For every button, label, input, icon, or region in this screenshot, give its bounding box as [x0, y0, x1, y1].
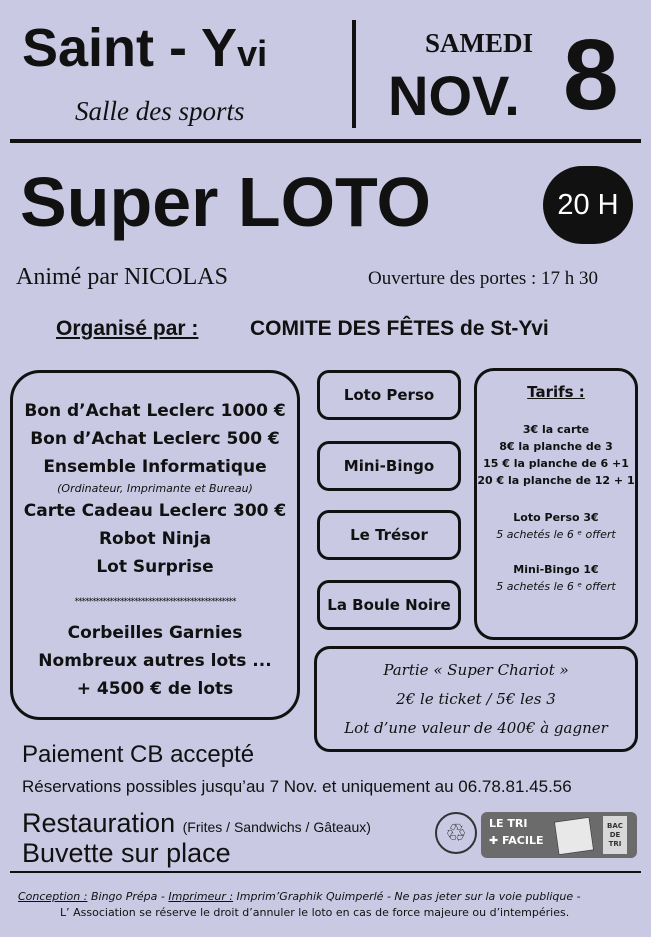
header-rule — [10, 139, 641, 143]
tarif-loto-perso: Loto Perso 3€ — [513, 511, 599, 524]
chariot-price: 2€ le ticket / 5€ les 3 — [396, 690, 556, 708]
food-detail: (Frites / Sandwichs / Gâteaux) — [182, 819, 371, 835]
prize-item: Nombreux autres lots ... — [38, 651, 272, 671]
tarif-line: 3€ la carte — [522, 423, 590, 436]
bar-info: Buvette sur place — [22, 838, 231, 868]
town-suffix: vi — [237, 33, 268, 74]
game-loto-perso: Loto Perso — [317, 370, 461, 420]
super-chariot-box — [314, 646, 638, 752]
game-le-tresor: Le Trésor — [317, 510, 461, 560]
tri-facile-logo — [481, 812, 637, 858]
prize-item: Robot Ninja — [98, 529, 212, 549]
organizer-name: COMITE DES FÊTES de St-Yvi — [250, 317, 549, 340]
prize-item: Corbeilles Garnies — [67, 623, 243, 643]
printer-label: Imprimeur : — [168, 890, 234, 903]
tarif-loto-perso-offer: 5 achetés le 6 ᵉ offert — [496, 528, 616, 541]
prize-item: Lot Surprise — [96, 557, 214, 577]
organizer-label: Organisé par : — [56, 317, 199, 340]
doors-opening: Ouverture des portes : 17 h 30 — [368, 268, 599, 289]
prize-item: Ensemble Informatique — [43, 457, 267, 477]
tarif-line: 8€ la planche de 3 — [499, 440, 613, 453]
credits-line: Conception : Bingo Prépa - Imprimeur : Imprim’Graphik Quimperlé - Ne pas jeter sur la voie publique - — [18, 890, 581, 903]
food-info: Restauration (Frites / Sandwichs / Gâteaux) — [22, 808, 371, 838]
game-boule-noire: La Boule Noire — [317, 580, 461, 630]
chariot-prize: Lot d’une valeur de 400€ à gagner — [344, 719, 608, 737]
prizes-box — [10, 370, 300, 720]
town-name: Saint - Yvi — [22, 18, 268, 78]
recycle-person-icon: ♲ — [435, 812, 477, 854]
tri-label: LE TRI — [489, 817, 528, 830]
game-mini-bingo: Mini-Bingo — [317, 441, 461, 491]
tarifs-title: Tarifs : — [527, 383, 585, 401]
tarif-line: 15 € la planche de 6 +1 — [483, 457, 629, 470]
prize-separator: ********************************************** — [74, 597, 236, 607]
tarif-mini-bingo-offer: 5 achetés le 6 ᵉ offert — [496, 580, 616, 593]
venue: Salle des sports — [75, 96, 245, 126]
prize-item: Bon d’Achat Leclerc 500 € — [30, 429, 280, 449]
tarifs-box — [474, 368, 638, 640]
prize-item: + 4500 € de lots — [76, 679, 234, 699]
prize-item: Carte Cadeau Leclerc 300 € — [23, 501, 287, 521]
tri-facile-label: ✚ FACILE — [489, 834, 544, 847]
tarif-line: 20 € la planche de 12 + 1 — [477, 474, 635, 487]
chariot-title: Partie « Super Chariot » — [383, 661, 569, 679]
prize-item: Bon d’Achat Leclerc 1000 € — [24, 401, 286, 421]
day-number: 8 — [563, 19, 619, 131]
header-divider — [352, 20, 356, 128]
event-title: Super LOTO — [20, 163, 431, 241]
tarif-mini-bingo: Mini-Bingo 1€ — [513, 563, 599, 576]
prize-note: (Ordinateur, Imprimante et Bureau) — [57, 482, 253, 495]
day-name: SAMEDI — [425, 28, 534, 58]
payment-info: Paiement CB accepté — [22, 741, 255, 768]
conception-label: Conception : — [18, 890, 88, 903]
time-badge: 20 H — [543, 166, 633, 244]
footer-rule — [10, 871, 641, 873]
disclaimer: L’ Association se réserve le droit d’annuler le loto en cas de force majeure ou d’intempéries. — [60, 906, 570, 919]
month: NOV. — [388, 64, 520, 127]
paper-icon — [554, 817, 594, 856]
host-line: Animé par NICOLAS — [16, 264, 228, 290]
bin-icon: BAC DE TRI — [603, 816, 627, 854]
reservation-info: Réservations possibles jusqu’au 7 Nov. et uniquement au 06.78.81.45.56 — [22, 777, 572, 796]
